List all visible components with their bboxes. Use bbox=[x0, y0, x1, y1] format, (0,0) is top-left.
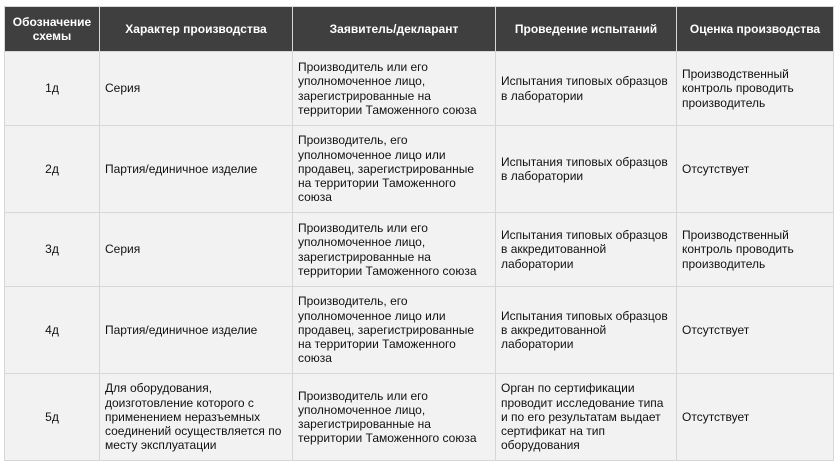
production-assessment: Производственный контроль проводить производитель bbox=[677, 52, 834, 126]
table-row bbox=[5, 126, 834, 213]
testing: Испытания типовых образцов в аккредитованной лаборатории bbox=[496, 213, 677, 287]
scheme-code: 3д bbox=[5, 213, 100, 287]
testing: Испытания типовых образцов в аккредитованной лаборатории bbox=[496, 287, 677, 374]
scheme-code: 1д bbox=[5, 52, 100, 126]
schemes-table-container bbox=[4, 6, 833, 465]
schemes-table bbox=[4, 6, 834, 461]
applicant: Производитель или его уполномоченное лицо, зарегистрированные на территории Таможенного союза bbox=[293, 374, 496, 461]
applicant: Производитель, его уполномоченное лицо или продавец, зарегистрированные на территории Таможенного союза bbox=[293, 287, 496, 374]
scheme-code: 2д bbox=[5, 126, 100, 213]
production-nature: Серия bbox=[100, 213, 293, 287]
table-header-row bbox=[5, 7, 834, 52]
testing: Испытания типовых образцов в лаборатории bbox=[496, 126, 677, 213]
table-row bbox=[5, 52, 834, 126]
header-nature: Характер производства bbox=[100, 7, 293, 52]
testing: Орган по сертификации проводит исследование типа и по его результатам выдает сертификат на тип оборудования bbox=[496, 374, 677, 461]
production-assessment: Отсутствует bbox=[677, 374, 834, 461]
scheme-code: 4д bbox=[5, 287, 100, 374]
production-nature: Для оборудования, доизготовление которого с применением неразъемных соединений осуществляется по месту эксплуатации bbox=[100, 374, 293, 461]
production-nature: Партия/единичное изделие bbox=[100, 287, 293, 374]
production-assessment: Отсутствует bbox=[677, 287, 834, 374]
testing: Испытания типовых образцов в лаборатории bbox=[496, 52, 677, 126]
header-scheme: Обозначение схемы bbox=[5, 7, 100, 52]
header-testing: Проведение испытаний bbox=[496, 7, 677, 52]
applicant: Производитель или его уполномоченное лицо, зарегистрированные на территории Таможенного союза bbox=[293, 213, 496, 287]
applicant: Производитель или его уполномоченное лицо, зарегистрированные на территории Таможенного союза bbox=[293, 52, 496, 126]
applicant: Производитель, его уполномоченное лицо или продавец, зарегистрированные на территории Таможенного союза bbox=[293, 126, 496, 213]
header-assessment: Оценка производства bbox=[677, 7, 834, 52]
production-nature: Серия bbox=[100, 52, 293, 126]
table-row bbox=[5, 374, 834, 461]
table-row bbox=[5, 287, 834, 374]
scheme-code: 5д bbox=[5, 374, 100, 461]
production-nature: Партия/единичное изделие bbox=[100, 126, 293, 213]
table-row bbox=[5, 213, 834, 287]
production-assessment: Отсутствует bbox=[677, 126, 834, 213]
header-applicant: Заявитель/декларант bbox=[293, 7, 496, 52]
production-assessment: Производственный контроль проводить производитель bbox=[677, 213, 834, 287]
